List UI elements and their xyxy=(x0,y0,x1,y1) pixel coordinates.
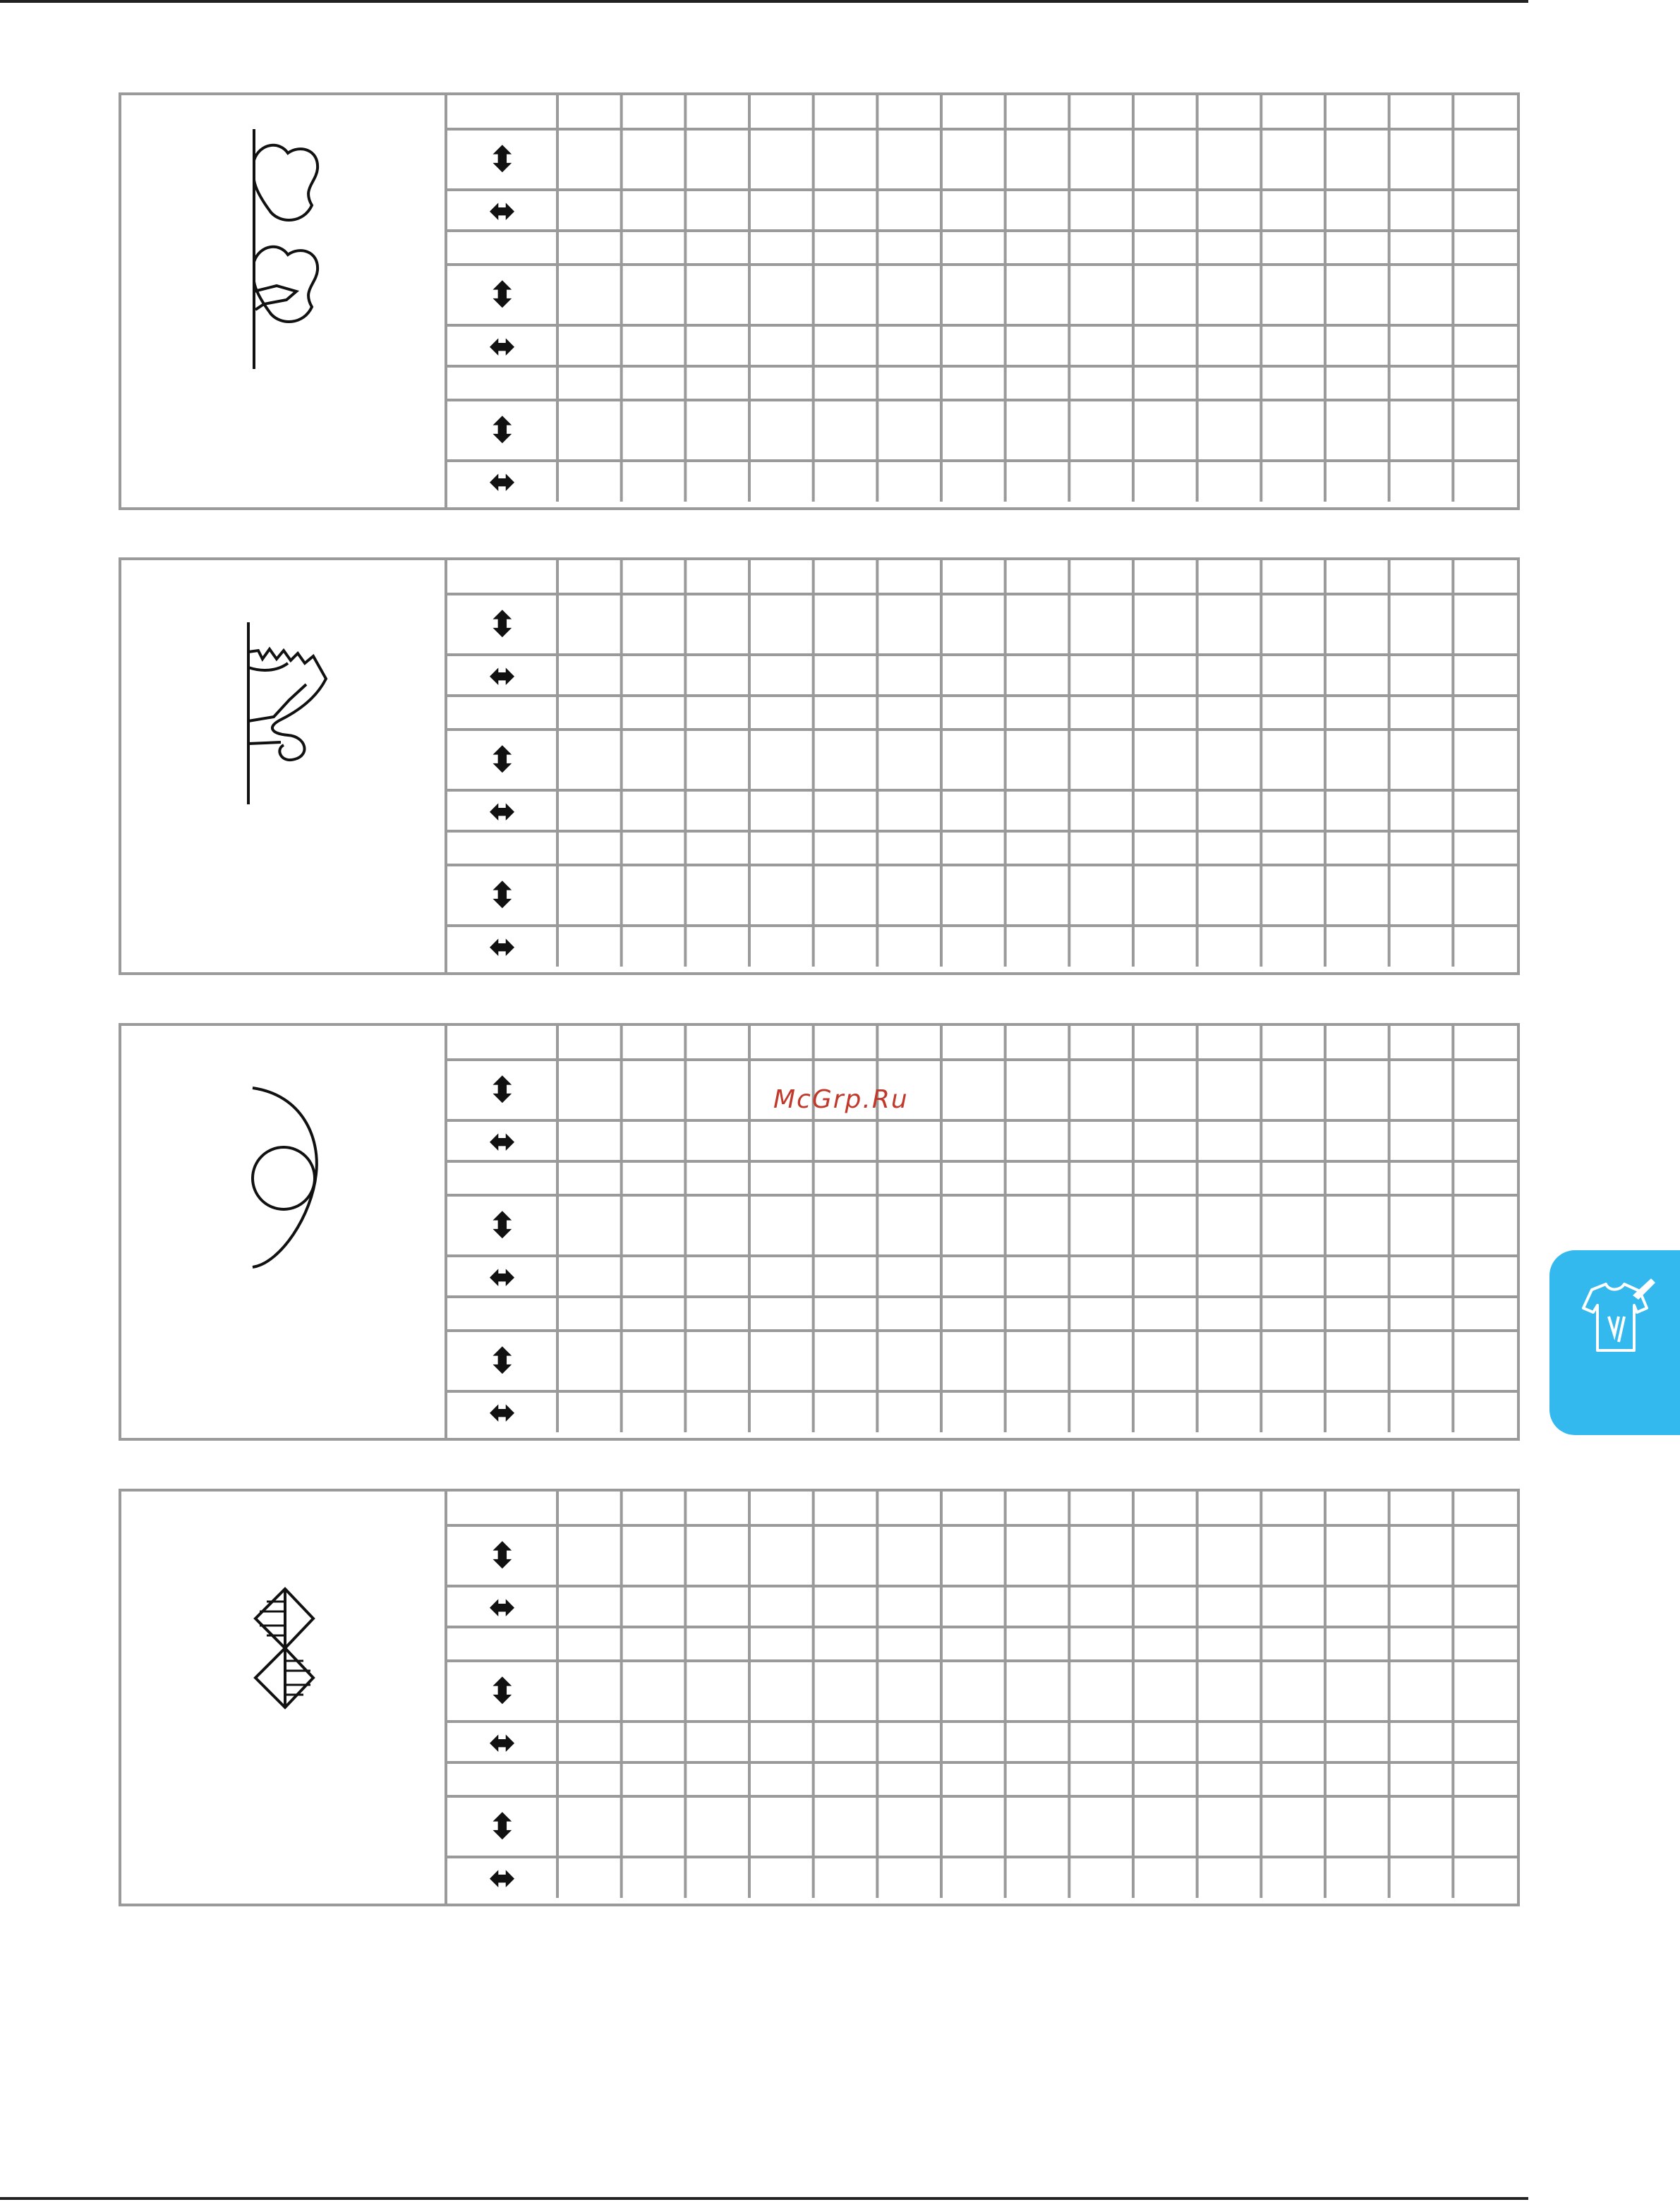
grid-lines xyxy=(447,1026,1517,1432)
circle-loop-stitch-icon xyxy=(121,1026,447,1438)
cat-stitch-icon xyxy=(121,560,447,972)
vertical-arrow-icon: ⬍ xyxy=(488,1535,517,1576)
horizontal-arrow-icon: ⬌ xyxy=(488,1393,516,1431)
garment-sewing-icon xyxy=(1573,1274,1658,1359)
grid-lines xyxy=(447,95,1517,502)
horizontal-arrow-icon: ⬌ xyxy=(488,327,516,365)
double-heart-stitch-icon xyxy=(121,95,447,507)
stitch-panel-1 xyxy=(119,92,1520,510)
vertical-arrow-icon: ⬍ xyxy=(488,1070,517,1111)
vertical-arrow-icon: ⬍ xyxy=(488,604,517,645)
horizontal-arrow-icon: ⬌ xyxy=(488,1587,516,1626)
vertical-arrow-icon: ⬍ xyxy=(488,739,517,780)
stitch-panel-4 xyxy=(119,1489,1520,1906)
bottom-rule xyxy=(0,2197,1528,2200)
horizontal-arrow-icon: ⬌ xyxy=(488,792,516,830)
diamond-stitch-icon xyxy=(121,1492,447,1904)
vertical-arrow-icon: ⬍ xyxy=(488,139,517,180)
horizontal-arrow-icon: ⬌ xyxy=(488,1723,516,1761)
stitch-icon-cell xyxy=(121,1026,447,1438)
horizontal-arrow-icon: ⬌ xyxy=(488,1858,516,1896)
stitch-icon-cell xyxy=(121,95,447,507)
horizontal-arrow-icon: ⬌ xyxy=(488,1122,516,1160)
setting-grid xyxy=(447,1492,1517,1904)
vertical-arrow-icon: ⬍ xyxy=(488,875,517,916)
grid-lines xyxy=(447,1492,1517,1898)
setting-grid xyxy=(447,1026,1517,1438)
setting-grid xyxy=(447,560,1517,972)
horizontal-arrow-icon: ⬌ xyxy=(488,191,516,229)
horizontal-arrow-icon: ⬌ xyxy=(488,656,516,694)
grid-lines xyxy=(447,560,1517,967)
top-rule xyxy=(0,0,1528,3)
vertical-arrow-icon: ⬍ xyxy=(488,1341,517,1381)
stitch-icon-cell xyxy=(121,560,447,972)
stitch-icon-cell xyxy=(121,1492,447,1904)
stitch-panel-2 xyxy=(119,557,1520,975)
vertical-arrow-icon: ⬍ xyxy=(488,410,517,451)
horizontal-arrow-icon: ⬌ xyxy=(488,927,516,965)
vertical-arrow-icon: ⬍ xyxy=(488,1806,517,1847)
setting-grid xyxy=(447,95,1517,507)
vertical-arrow-icon: ⬍ xyxy=(488,1205,517,1246)
section-tab[interactable] xyxy=(1549,1250,1680,1435)
horizontal-arrow-icon: ⬌ xyxy=(488,462,516,500)
vertical-arrow-icon: ⬍ xyxy=(488,1671,517,1712)
vertical-arrow-icon: ⬍ xyxy=(488,274,517,315)
watermark: McGrp.Ru xyxy=(773,1085,909,1114)
horizontal-arrow-icon: ⬌ xyxy=(488,1257,516,1295)
